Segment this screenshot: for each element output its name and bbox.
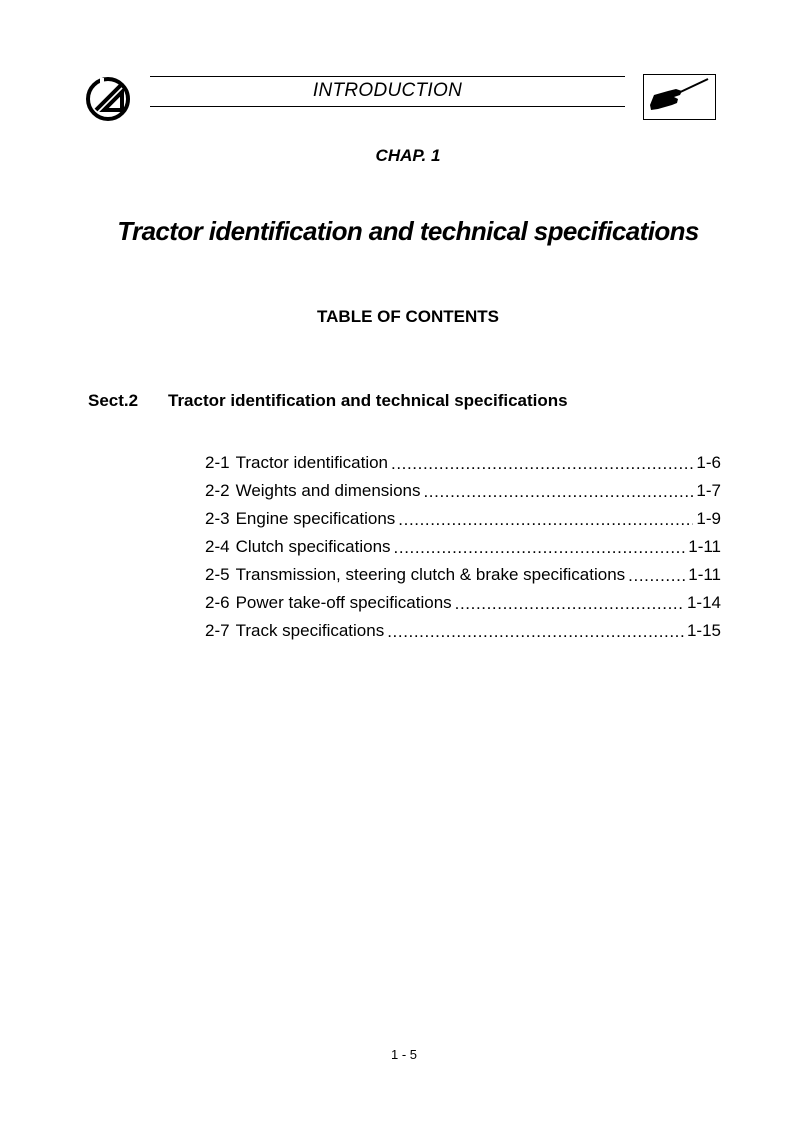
- toc-entry[interactable]: [205, 529, 721, 557]
- toc-entry-number: 2-3: [205, 509, 230, 528]
- chapter-label: CHAP. 1: [375, 146, 441, 165]
- toc-entry[interactable]: [205, 585, 721, 613]
- toc-entry[interactable]: [205, 473, 721, 501]
- toc-entry-page: 1-11: [688, 537, 721, 556]
- toc-entry-number: 2-6: [205, 593, 230, 612]
- header-title: INTRODUCTION: [312, 80, 463, 101]
- toc-entry-page: 1-11: [688, 565, 721, 584]
- toc-list: [205, 445, 721, 641]
- toc-dot-leader: [423, 482, 693, 501]
- section-number: Sect.2: [88, 391, 139, 410]
- section-title: Tractor identification and technical specifications: [168, 391, 568, 410]
- hand-pen-icon: [643, 74, 716, 120]
- header-rule-bottom: [150, 106, 625, 107]
- toc-heading: TABLE OF CONTENTS: [317, 307, 499, 326]
- toc-entry-page: 1-7: [696, 481, 721, 500]
- page-title: Tractor identification and technical specifications: [117, 216, 699, 246]
- toc-entry-page: 1-6: [696, 453, 721, 472]
- toc-dot-leader: [391, 454, 693, 473]
- toc-entry-label: Tractor identification: [235, 453, 389, 472]
- toc-entry[interactable]: [205, 613, 721, 641]
- toc-entry-label: Weights and dimensions: [235, 481, 421, 500]
- brand-logo-icon: [84, 74, 134, 124]
- toc-entry-page: 1-14: [686, 593, 721, 612]
- toc-entry-number: 2-7: [205, 621, 230, 640]
- toc-dot-leader: [387, 622, 684, 641]
- toc-entry-label: Clutch specifications: [235, 537, 391, 556]
- toc-entry-number: 2-1: [205, 453, 230, 472]
- toc-entry-number: 2-5: [205, 565, 230, 584]
- toc-entry-label: Power take-off specifications: [235, 593, 452, 612]
- toc-entry[interactable]: [205, 445, 721, 473]
- toc-dot-leader: [628, 566, 685, 585]
- toc-entry-label: Track specifications: [235, 621, 385, 640]
- toc-dot-leader: [394, 538, 686, 557]
- header-rule-top: [150, 76, 625, 77]
- toc-entry[interactable]: [205, 557, 721, 585]
- toc-entry-page: 1-15: [686, 621, 721, 640]
- toc-entry-number: 2-2: [205, 481, 230, 500]
- toc-dot-leader: [398, 510, 693, 529]
- toc-entry-page: 1-9: [696, 509, 721, 528]
- toc-entry-label: Transmission, steering clutch & brake specifications: [235, 565, 626, 584]
- toc-dot-leader: [455, 594, 684, 613]
- toc-entry-number: 2-4: [205, 537, 230, 556]
- toc-entry[interactable]: [205, 501, 721, 529]
- page-number: 1 - 5: [390, 1047, 417, 1062]
- toc-entry-label: Engine specifications: [235, 509, 396, 528]
